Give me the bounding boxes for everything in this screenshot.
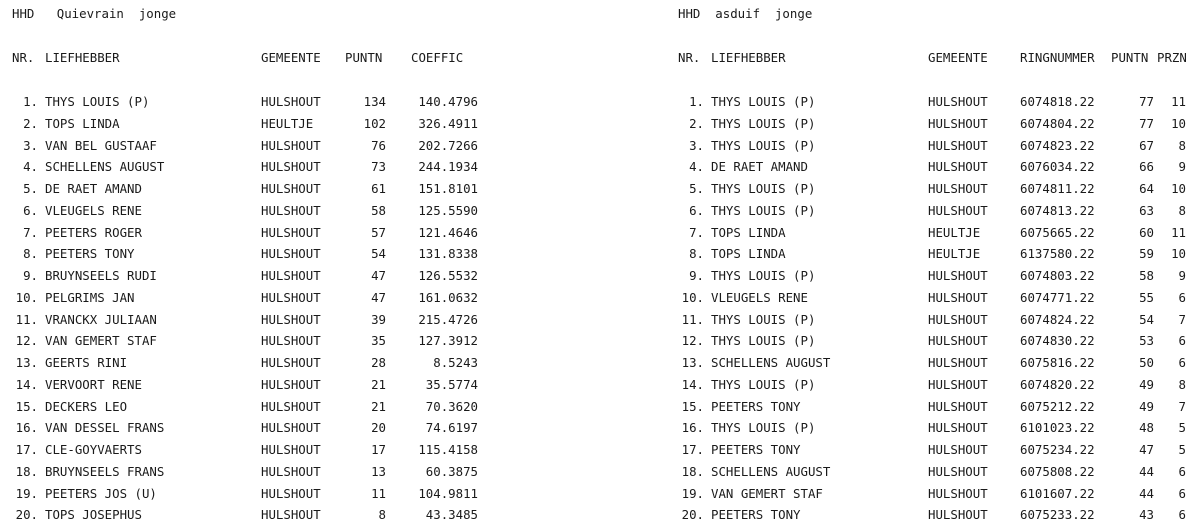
- cell-gemeente: HULSHOUT: [261, 485, 321, 501]
- cell-ringnummer: 6074830.22: [1020, 333, 1095, 349]
- cell-liefhebber: DE RAET AMAND: [45, 181, 142, 196]
- cell-gemeente: HULSHOUT: [928, 268, 988, 283]
- cell-ringnummer: 6074820.22: [1020, 376, 1095, 392]
- cell-puntn: 67: [1139, 137, 1154, 153]
- header-nr: NR.: [12, 50, 35, 65]
- cell-gemeente: HULSHOUT: [261, 181, 321, 196]
- cell-coeffic: 161.0632: [418, 289, 478, 305]
- cell-liefhebber: PEETERS TONY: [711, 398, 801, 414]
- cell-nr: 7.: [689, 224, 704, 240]
- cell-liefhebber: SCHELLENS AUGUST: [45, 159, 165, 175]
- cell-coeffic: 151.8101: [418, 181, 478, 196]
- cell-gemeente: HULSHOUT: [261, 289, 321, 305]
- cell-liefhebber: PEETERS TONY: [45, 246, 135, 262]
- cell-ringnummer: 6075234.22: [1020, 442, 1095, 457]
- cell-liefhebber: VRANCKX JULIAAN: [45, 311, 157, 327]
- cell-liefhebber: VERVOORT RENE: [45, 376, 142, 392]
- cell-puntn: 47: [1139, 442, 1154, 457]
- cell-liefhebber: TOPS LINDA: [45, 115, 120, 131]
- cell-gemeente: HULSHOUT: [928, 202, 988, 218]
- cell-liefhebber: THYS LOUIS (P): [711, 333, 816, 349]
- cell-puntn: 77: [1139, 115, 1154, 131]
- header-gemeente: GEMEENTE: [928, 50, 988, 65]
- cell-gemeente: HULSHOUT: [261, 246, 321, 262]
- cell-coeffic: 121.4646: [418, 224, 478, 240]
- cell-nr: 4.: [689, 159, 704, 175]
- cell-liefhebber: DE RAET AMAND: [711, 159, 808, 175]
- cell-puntn: 64: [1139, 181, 1154, 196]
- cell-puntn: 17: [371, 442, 386, 457]
- cell-nr: 18.: [681, 463, 704, 479]
- cell-nr: 19.: [681, 485, 704, 501]
- cell-coeffic: 215.4726: [418, 311, 478, 327]
- cell-ringnummer: 6074824.22: [1020, 311, 1095, 327]
- cell-gemeente: HULSHOUT: [261, 224, 321, 240]
- cell-nr: 8.: [23, 246, 38, 262]
- cell-przn: 6: [1178, 485, 1186, 501]
- cell-liefhebber: VAN DESSEL FRANS: [45, 420, 165, 436]
- cell-gemeente: HULSHOUT: [928, 507, 988, 523]
- cell-puntn: 55: [1139, 289, 1154, 305]
- cell-liefhebber: PELGRIMS JAN: [45, 289, 135, 305]
- cell-ringnummer: 6074813.22: [1020, 202, 1095, 218]
- cell-przn: 6: [1178, 333, 1186, 349]
- cell-nr: 20.: [681, 507, 704, 523]
- cell-ringnummer: 6075816.22: [1020, 355, 1095, 370]
- cell-puntn: 48: [1139, 420, 1154, 436]
- cell-liefhebber: THYS LOUIS (P): [711, 181, 816, 196]
- cell-liefhebber: THYS LOUIS (P): [711, 268, 816, 283]
- header-puntn: PUNTN: [1111, 50, 1149, 65]
- cell-ringnummer: 6074804.22: [1020, 115, 1095, 131]
- cell-nr: 5.: [23, 181, 38, 196]
- cell-liefhebber: PEETERS TONY: [711, 507, 801, 523]
- cell-gemeente: HULSHOUT: [261, 442, 321, 457]
- cell-liefhebber: VLEUGELS RENE: [711, 289, 808, 305]
- cell-ringnummer: 6074811.22: [1020, 181, 1095, 196]
- cell-nr: 14.: [681, 376, 704, 392]
- cell-ringnummer: 6074823.22: [1020, 137, 1095, 153]
- cell-puntn: 13: [371, 463, 386, 479]
- cell-gemeente: HULSHOUT: [928, 442, 988, 457]
- cell-nr: 16.: [15, 420, 38, 436]
- cell-nr: 10.: [681, 289, 704, 305]
- cell-liefhebber: BRUYNSEELS FRANS: [45, 463, 165, 479]
- cell-gemeente: HULSHOUT: [928, 398, 988, 414]
- cell-liefhebber: THYS LOUIS (P): [711, 115, 816, 131]
- header-ringnummer: RINGNUMMER: [1020, 50, 1095, 65]
- cell-gemeente: HEULTJE: [928, 246, 981, 262]
- cell-liefhebber: BRUYNSEELS RUDI: [45, 268, 157, 283]
- cell-przn: 6: [1178, 289, 1186, 305]
- cell-puntn: 58: [371, 202, 386, 218]
- cell-nr: 12.: [681, 333, 704, 349]
- cell-przn: 8: [1178, 202, 1186, 218]
- cell-gemeente: HULSHOUT: [261, 268, 321, 283]
- cell-ringnummer: 6076034.22: [1020, 159, 1095, 175]
- cell-puntn: 44: [1139, 463, 1154, 479]
- cell-nr: 2.: [689, 115, 704, 131]
- cell-coeffic: 60.3875: [425, 463, 478, 479]
- cell-coeffic: 140.4796: [418, 94, 478, 109]
- cell-przn: 6: [1178, 355, 1186, 370]
- header-liefhebber: LIEFHEBBER: [711, 50, 786, 65]
- cell-gemeente: HULSHOUT: [261, 333, 321, 349]
- cell-ringnummer: 6075808.22: [1020, 463, 1095, 479]
- cell-puntn: 28: [371, 355, 386, 370]
- cell-puntn: 102: [363, 115, 386, 131]
- cell-nr: 11.: [681, 311, 704, 327]
- cell-ringnummer: 6074818.22: [1020, 94, 1095, 109]
- right-title: HHD asduif jonge: [678, 6, 813, 21]
- cell-gemeente: HULSHOUT: [928, 137, 988, 153]
- cell-nr: 9.: [23, 268, 38, 283]
- header-coeffic: COEFFIC: [411, 50, 464, 65]
- cell-gemeente: HULSHOUT: [928, 376, 988, 392]
- cell-gemeente: HULSHOUT: [928, 94, 988, 109]
- cell-coeffic: 35.5774: [425, 376, 478, 392]
- cell-nr: 11.: [15, 311, 38, 327]
- cell-coeffic: 43.3485: [425, 507, 478, 523]
- cell-puntn: 66: [1139, 159, 1154, 175]
- cell-liefhebber: THYS LOUIS (P): [711, 137, 816, 153]
- header-liefhebber: LIEFHEBBER: [45, 50, 120, 65]
- cell-nr: 20.: [15, 507, 38, 523]
- cell-liefhebber: VAN GEMERT STAF: [45, 333, 157, 349]
- cell-nr: 3.: [689, 137, 704, 153]
- cell-przn: 10: [1171, 181, 1186, 196]
- cell-ringnummer: 6074771.22: [1020, 289, 1095, 305]
- cell-gemeente: HULSHOUT: [928, 463, 988, 479]
- cell-puntn: 44: [1139, 485, 1154, 501]
- cell-coeffic: 8.5243: [433, 355, 478, 370]
- cell-liefhebber: TOPS JOSEPHUS: [45, 507, 142, 523]
- cell-gemeente: HULSHOUT: [261, 355, 321, 370]
- right-header-row: [667, 49, 1187, 67]
- cell-gemeente: HEULTJE: [928, 224, 981, 240]
- cell-puntn: 47: [371, 289, 386, 305]
- header-nr: NR.: [678, 50, 701, 65]
- cell-puntn: 76: [371, 137, 386, 153]
- cell-liefhebber: SCHELLENS AUGUST: [711, 355, 831, 370]
- left-title: HHD Quievrain jonge: [12, 6, 177, 21]
- cell-nr: 16.: [681, 420, 704, 436]
- cell-puntn: 53: [1139, 333, 1154, 349]
- cell-gemeente: HULSHOUT: [261, 463, 321, 479]
- cell-liefhebber: TOPS LINDA: [711, 246, 786, 262]
- cell-puntn: 21: [371, 398, 386, 414]
- cell-nr: 18.: [15, 463, 38, 479]
- cell-przn: 9: [1178, 159, 1186, 175]
- cell-puntn: 50: [1139, 355, 1154, 370]
- cell-puntn: 49: [1139, 398, 1154, 414]
- cell-liefhebber: TOPS LINDA: [711, 224, 786, 240]
- cell-puntn: 61: [371, 181, 386, 196]
- cell-przn: 11: [1171, 224, 1186, 240]
- cell-puntn: 73: [371, 159, 386, 175]
- cell-liefhebber: THYS LOUIS (P): [711, 311, 816, 327]
- cell-coeffic: 70.3620: [425, 398, 478, 414]
- cell-przn: 10: [1171, 246, 1186, 262]
- cell-gemeente: HULSHOUT: [261, 202, 321, 218]
- cell-liefhebber: VAN BEL GUSTAAF: [45, 137, 157, 153]
- cell-nr: 1.: [23, 94, 38, 109]
- cell-nr: 12.: [15, 333, 38, 349]
- cell-gemeente: HEULTJE: [261, 115, 314, 131]
- cell-gemeente: HULSHOUT: [261, 398, 321, 414]
- cell-puntn: 35: [371, 333, 386, 349]
- cell-nr: 4.: [23, 159, 38, 175]
- cell-puntn: 60: [1139, 224, 1154, 240]
- header-gemeente: GEMEENTE: [261, 50, 321, 65]
- cell-gemeente: HULSHOUT: [261, 137, 321, 153]
- cell-nr: 10.: [15, 289, 38, 305]
- cell-nr: 7.: [23, 224, 38, 240]
- cell-przn: 8: [1178, 137, 1186, 153]
- cell-gemeente: HULSHOUT: [928, 355, 988, 370]
- cell-przn: 7: [1178, 311, 1186, 327]
- cell-nr: 6.: [689, 202, 704, 218]
- cell-gemeente: HULSHOUT: [261, 159, 321, 175]
- cell-puntn: 57: [371, 224, 386, 240]
- cell-puntn: 21: [371, 376, 386, 392]
- cell-nr: 15.: [15, 398, 38, 414]
- cell-liefhebber: THYS LOUIS (P): [45, 94, 150, 109]
- cell-ringnummer: 6075665.22: [1020, 224, 1095, 240]
- cell-puntn: 49: [1139, 376, 1154, 392]
- cell-liefhebber: DECKERS LEO: [45, 398, 128, 414]
- cell-nr: 17.: [15, 442, 38, 457]
- cell-gemeente: HULSHOUT: [261, 376, 321, 392]
- cell-liefhebber: CLE-GOYVAERTS: [45, 442, 142, 457]
- cell-coeffic: 202.7266: [418, 137, 478, 153]
- cell-puntn: 77: [1139, 94, 1154, 109]
- cell-puntn: 20: [371, 420, 386, 436]
- cell-puntn: 54: [371, 246, 386, 262]
- header-przn: PRZN: [1157, 50, 1187, 65]
- cell-gemeente: HULSHOUT: [928, 420, 988, 436]
- cell-nr: 14.: [15, 376, 38, 392]
- cell-puntn: 47: [371, 268, 386, 283]
- cell-przn: 7: [1178, 398, 1186, 414]
- cell-przn: 11: [1171, 94, 1186, 109]
- cell-liefhebber: PEETERS ROGER: [45, 224, 142, 240]
- cell-coeffic: 244.1934: [418, 159, 478, 175]
- cell-przn: 9: [1178, 268, 1186, 283]
- cell-coeffic: 326.4911: [418, 115, 478, 131]
- cell-gemeente: HULSHOUT: [928, 159, 988, 175]
- cell-gemeente: HULSHOUT: [928, 289, 988, 305]
- cell-przn: 10: [1171, 115, 1186, 131]
- cell-liefhebber: VAN GEMERT STAF: [711, 485, 823, 501]
- cell-puntn: 11: [371, 485, 386, 501]
- cell-puntn: 134: [363, 94, 386, 109]
- cell-liefhebber: THYS LOUIS (P): [711, 94, 816, 109]
- cell-nr: 15.: [681, 398, 704, 414]
- cell-liefhebber: GEERTS RINI: [45, 355, 128, 370]
- cell-ringnummer: 6074803.22: [1020, 268, 1095, 283]
- cell-coeffic: 127.3912: [418, 333, 478, 349]
- cell-nr: 17.: [681, 442, 704, 457]
- cell-nr: 6.: [23, 202, 38, 218]
- cell-liefhebber: VLEUGELS RENE: [45, 202, 142, 218]
- cell-ringnummer: 6075233.22: [1020, 507, 1095, 523]
- cell-puntn: 63: [1139, 202, 1154, 218]
- cell-ringnummer: 6137580.22: [1020, 246, 1095, 262]
- cell-ringnummer: 6101607.22: [1020, 485, 1095, 501]
- cell-gemeente: HULSHOUT: [928, 311, 988, 327]
- cell-coeffic: 104.9811: [418, 485, 478, 501]
- cell-puntn: 43: [1139, 507, 1154, 523]
- cell-przn: 6: [1178, 507, 1186, 523]
- cell-coeffic: 74.6197: [425, 420, 478, 436]
- cell-gemeente: HULSHOUT: [928, 181, 988, 196]
- cell-coeffic: 125.5590: [418, 202, 478, 218]
- cell-nr: 8.: [689, 246, 704, 262]
- cell-puntn: 59: [1139, 246, 1154, 262]
- cell-nr: 1.: [689, 94, 704, 109]
- cell-puntn: 54: [1139, 311, 1154, 327]
- cell-gemeente: HULSHOUT: [928, 485, 988, 501]
- cell-liefhebber: THYS LOUIS (P): [711, 376, 816, 392]
- cell-liefhebber: SCHELLENS AUGUST: [711, 463, 831, 479]
- cell-liefhebber: PEETERS JOS (U): [45, 485, 157, 501]
- cell-przn: 5: [1178, 420, 1186, 436]
- cell-coeffic: 126.5532: [418, 268, 478, 283]
- cell-liefhebber: PEETERS TONY: [711, 442, 801, 457]
- cell-nr: 2.: [23, 115, 38, 131]
- cell-gemeente: HULSHOUT: [261, 94, 321, 109]
- cell-przn: 5: [1178, 442, 1186, 457]
- cell-coeffic: 115.4158: [418, 442, 478, 457]
- cell-gemeente: HULSHOUT: [928, 115, 988, 131]
- cell-ringnummer: 6075212.22: [1020, 398, 1095, 414]
- cell-puntn: 8: [378, 507, 386, 523]
- cell-puntn: 58: [1139, 268, 1154, 283]
- cell-gemeente: HULSHOUT: [261, 507, 321, 523]
- cell-przn: 6: [1178, 463, 1186, 479]
- cell-liefhebber: THYS LOUIS (P): [711, 202, 816, 218]
- cell-nr: 13.: [15, 355, 38, 370]
- cell-nr: 3.: [23, 137, 38, 153]
- left-header-row: [0, 49, 464, 67]
- cell-nr: 9.: [689, 268, 704, 283]
- cell-nr: 13.: [681, 355, 704, 370]
- cell-puntn: 39: [371, 311, 386, 327]
- cell-liefhebber: THYS LOUIS (P): [711, 420, 816, 436]
- cell-nr: 19.: [15, 485, 38, 501]
- cell-gemeente: HULSHOUT: [261, 420, 321, 436]
- cell-przn: 8: [1178, 376, 1186, 392]
- cell-coeffic: 131.8338: [418, 246, 478, 262]
- cell-gemeente: HULSHOUT: [928, 333, 988, 349]
- cell-gemeente: HULSHOUT: [261, 311, 321, 327]
- cell-ringnummer: 6101023.22: [1020, 420, 1095, 436]
- cell-nr: 5.: [689, 181, 704, 196]
- header-puntn: PUNTN: [345, 50, 383, 65]
